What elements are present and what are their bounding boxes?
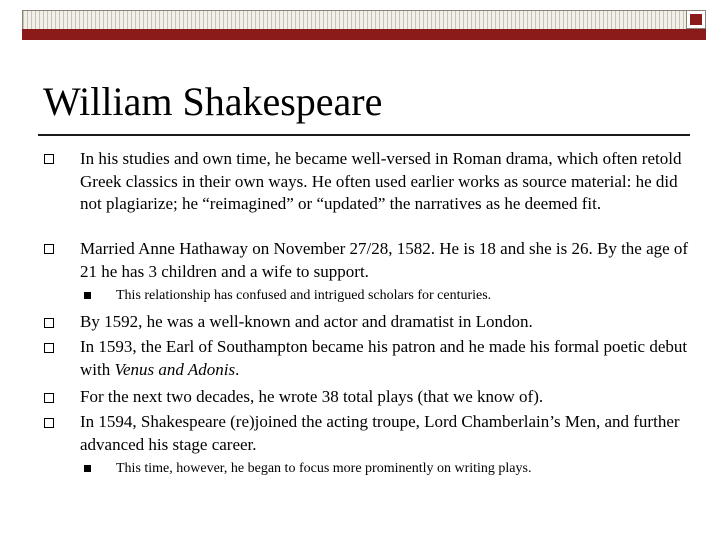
bullet-troupe: In 1594, Shakespeare (re)joined the acting troupe, Lord Chamberlain’s Men, and further advanced his stage career.: [80, 412, 680, 454]
sub-bullet-relationship: This relationship has confused and intrigued scholars for centuries.: [116, 288, 492, 303]
hollow-square-bullet-icon: [44, 244, 54, 254]
slide-title: William Shakespeare: [43, 79, 383, 124]
bullet-southampton: [80, 336, 700, 381]
bullet-southampton-end: .: [235, 359, 240, 379]
filled-square-bullet-icon: [84, 465, 91, 472]
bullet-london: By 1592, he was a well-known and actor and dramatist in London.: [80, 312, 533, 331]
bullet-roman-drama: In his studies and own time, he became well-versed in Roman drama, which often retold Greek classics in their own ways. He often used earlier works as source material: he did not plagiarize; he “reimagined” or “updated” the narratives as he deemed fit.: [80, 149, 682, 213]
hollow-square-bullet-icon: [44, 318, 54, 328]
hollow-square-bullet-icon: [44, 393, 54, 403]
hollow-square-bullet-icon: [44, 154, 54, 164]
filled-square-bullet-icon: [84, 292, 91, 299]
bullet-southampton-text: In 1593, the Earl of Southampton became his patron and he made his formal poetic debut with: [80, 337, 688, 379]
bullet-marriage: Married Anne Hathaway on November 27/28, 1582. He is 18 and she is 26. By the age of 21 he has 3 children and a wife to support.: [80, 239, 689, 281]
hollow-square-bullet-icon: [44, 343, 54, 353]
bullet-plays: For the next two decades, he wrote 38 total plays (that we know of).: [80, 387, 544, 406]
hollow-square-bullet-icon: [44, 418, 54, 428]
sub-bullet-writing: This time, however, he began to focus more prominently on writing plays.: [116, 461, 532, 476]
poem-title: Venus and Adonis: [114, 359, 236, 379]
